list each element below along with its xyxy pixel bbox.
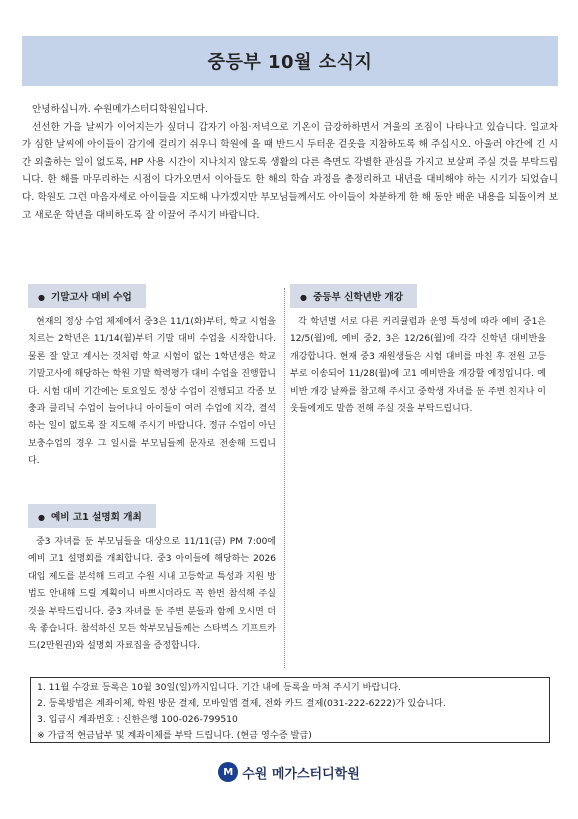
exam-heading-text: 기말고사 대비 수업 [50, 292, 132, 303]
footer-logo [0, 762, 578, 782]
newclass-section-heading [290, 284, 417, 308]
newclass-heading-text: 중등부 신학년반 개강 [312, 292, 404, 303]
bullet-icon: ● [300, 293, 307, 302]
exam-section-heading [28, 284, 146, 308]
intro-body: 선선한 가을 날씨가 이어지는가 싶더니 갑자기 아침·저녁으로 기온이 급강하하면서 겨울의 조짐이 나타나고 있습니다. 일교차가 심한 날씨에 아이들이 감기에 걸리기 쉬우니 학원에 올 때 반드시 두터운 겉옷을 지참하도록 해 주십시오. 아울러 야간에 긴 시간 외출하는 일이 없도록, HP 사용 시간이 지나치지 않도록 생활의 다른 측면도 각별한 관심을 가지고 보살펴 주실 것을 부탁드립니다. 한 해를 마무리하는 시점이 다가오면서 이아들도 한 해의 학습 과정을 총정리하고 내년을 대비해야 하는 시기가 되었습니다. 학원도 그런 마음자세로 아이들을 지도해 나가겠지만 부모님들께서도 아이들이 차분하게 한 해 동안 배운 내용을 되돌이켜 보고 새로운 학년을 대비하도록 잘 이끌어 주시기 바랍니다. [22, 121, 558, 221]
newclass-section-body: 각 학년별 서로 다른 커리큘럼과 운영 특성에 따라 예비 중1은 12/5(월)에, 예비 중2, 3은 12/26(월)에 각각 신학년 대비반을 개강합니다. 현재 중3 재원생들은 시험 대비를 마친 후 전원 고등부로 이송되어 11/28(월)에 고1 예비반을 개강할 예정입니다. 예비반 개강 날짜를 참고해 주시고 중학생 자녀를 둔 주변 친지나 이웃들에게도 말씀 전해 주실 것을 부탁드립니다. [290, 317, 546, 415]
notice-box [30, 677, 550, 743]
briefing-section [28, 504, 276, 656]
exam-section-body: 현재의 정상 수업 체제에서 중3은 11/1(화)부터, 학교 시험을 치르는 2학년은 11/14(월)부터 기말 대비 수업을 시작합니다. 물론 잘 알고 계시는 것처럼 학교 시험이 없는 1학년생은 학교 기말고사에 해당하는 학원 기말 학력평가 대비 수업을 진행합니다. 시험 대비 기간에는 토요일도 정상 수업이 진행되고 각종 보충과 클리닉 수업이 늘어나니 아이들이 여러 수업에 지각, 결석하는 일이 없도록 잘 지도해 주시기 바랍니다. 정규 수업이 아닌 보충수업의 경우 그 일시를 부모님들께 문자로 전송해 드립니다. [28, 317, 276, 467]
briefing-heading-text: 예비 고1 설명회 개최 [50, 512, 142, 523]
intro-greeting: 안녕하십니까. 수원메가스터디학원입니다. [32, 104, 208, 115]
briefing-section-body: 중3 자녀를 둔 부모님들을 대상으로 11/11(금) PM 7:00에 예비 고1 설명회를 개최합니다. 중3 아이들에 해당하는 2026 대입 제도를 분석해 드리고 수원 시내 고등학교 특성과 지원 방법도 안내해 드릴 계획이니 바쁘시더라도 꼭 한번 참석해 주실 것을 부탁드립니다. 중3 자녀를 둔 주변 분들과 함께 오시면 더욱 좋습니다. 참석하신 모든 학부모님들께는 스타벅스 기프트카드(2만원권)와 설명회 자료집을 증정합니다. [28, 537, 276, 652]
notice-line: 1. 11월 수강료 등록은 10월 30일(일)까지입니다. 기간 내에 등록을 마쳐 주시기 바랍니다. [37, 682, 402, 693]
notice-line: 3. 입금시 계좌번호 : 신한은행 100-026-799510 [37, 714, 238, 725]
notice-line: 2. 등록방법은 계좌이체, 학원 방문 결제, 모바일앱 결제, 전화 카드 결제(031-222-6222)가 있습니다. [37, 698, 446, 709]
page-title: 중등부 10월 소식지 [207, 52, 373, 73]
notice-line: ※ 가급적 현금납부 및 계좌이체를 부탁 드립니다. (현금 영수증 발급) [37, 730, 312, 741]
newsletter-title-bar [22, 36, 558, 86]
column-divider [284, 288, 285, 668]
intro-section [22, 101, 558, 224]
bullet-icon: ● [38, 513, 45, 522]
bullet-icon: ● [38, 293, 45, 302]
megastudy-logo-icon: M [218, 762, 238, 782]
briefing-section-heading [28, 504, 156, 528]
exam-section [28, 284, 276, 471]
newclass-section [290, 284, 546, 418]
academy-name: 수원 메가스터디학원 [242, 766, 360, 782]
